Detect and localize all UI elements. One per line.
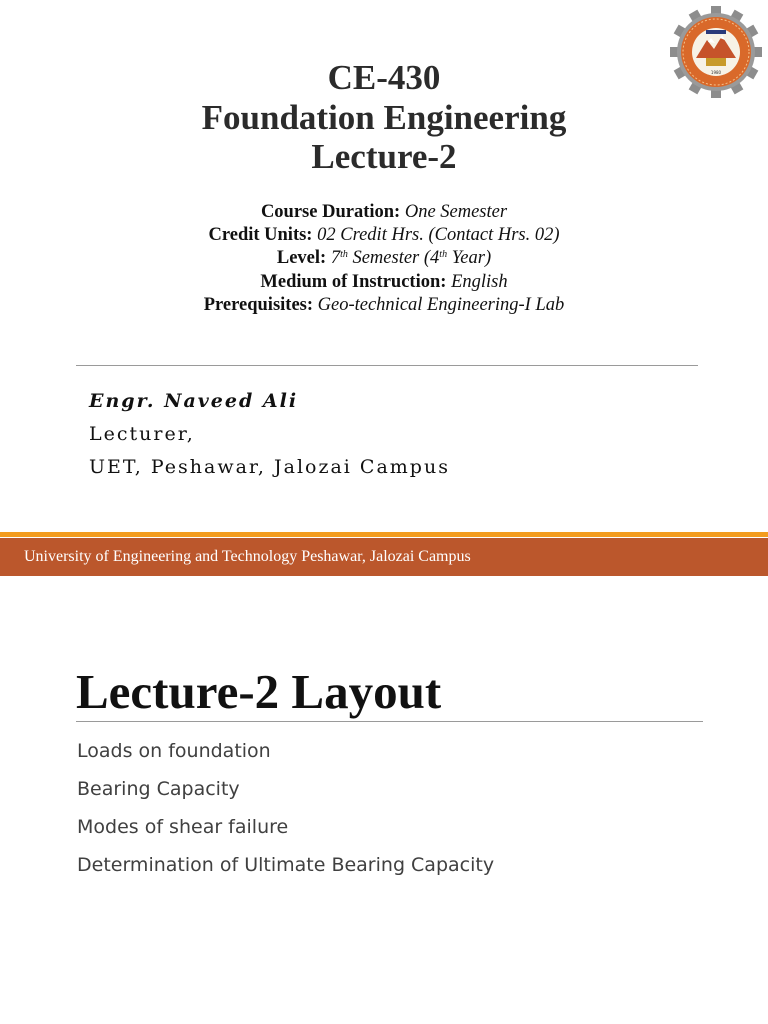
- duration-value: One Semester: [404, 202, 508, 222]
- prereq-value: Geo-technical Engineering-I Lab: [317, 294, 565, 315]
- slide-heading: Lecture-2 Layout: [76, 664, 442, 719]
- heading-divider: [76, 721, 703, 722]
- author-block: [89, 385, 450, 484]
- layout-slide: [0, 578, 768, 1024]
- university-seal-icon: [668, 6, 764, 98]
- divider: [76, 365, 698, 366]
- prereq-row: [0, 294, 768, 317]
- course-name: Foundation Engineering: [201, 97, 567, 137]
- level-year-text: Year): [451, 248, 492, 269]
- medium-row: [0, 271, 768, 294]
- topic-list: [77, 732, 494, 884]
- author-position: Lecturer,: [89, 423, 195, 445]
- course-info: [0, 201, 768, 317]
- list-item: Bearing Capacity: [77, 778, 240, 800]
- medium-value: English: [451, 271, 508, 292]
- lecture-number: Lecture-2: [311, 137, 457, 176]
- level-semester-text: Semester (4: [352, 248, 440, 269]
- footer-band-text: University of Engineering and Technology Peshawar, Jalozai Campus: [24, 548, 471, 565]
- credit-label: Credit Units:: [208, 225, 313, 246]
- level-semester-number: 7: [330, 248, 341, 269]
- credit-row: [0, 224, 768, 247]
- list-item: Loads on foundation: [77, 740, 271, 762]
- duration-row: [0, 201, 768, 224]
- author-affiliation: UET, Peshawar, Jalozai Campus: [89, 456, 450, 478]
- medium-label: Medium of Instruction:: [260, 271, 447, 292]
- level-value: [331, 248, 491, 268]
- list-item: Determination of Ultimate Bearing Capacity: [77, 854, 495, 876]
- level-superscript-semester: th: [340, 249, 348, 261]
- level-row: [0, 247, 768, 270]
- footer-band: [0, 538, 768, 576]
- band-accent-stripe: [0, 532, 768, 537]
- duration-label: Course Duration:: [260, 202, 401, 222]
- prereq-label: Prerequisites:: [203, 294, 314, 315]
- level-label: Level:: [276, 248, 327, 269]
- course-code: CE-430: [327, 58, 441, 97]
- svg-text:1980: 1980: [710, 70, 722, 75]
- author-name: Engr. Naveed Ali: [89, 390, 299, 412]
- credit-value: 02 Credit Hrs. (Contact Hrs. 02): [317, 225, 560, 246]
- list-item: Modes of shear failure: [77, 816, 289, 838]
- slide-title: [0, 58, 768, 177]
- level-superscript-year: th: [439, 249, 448, 261]
